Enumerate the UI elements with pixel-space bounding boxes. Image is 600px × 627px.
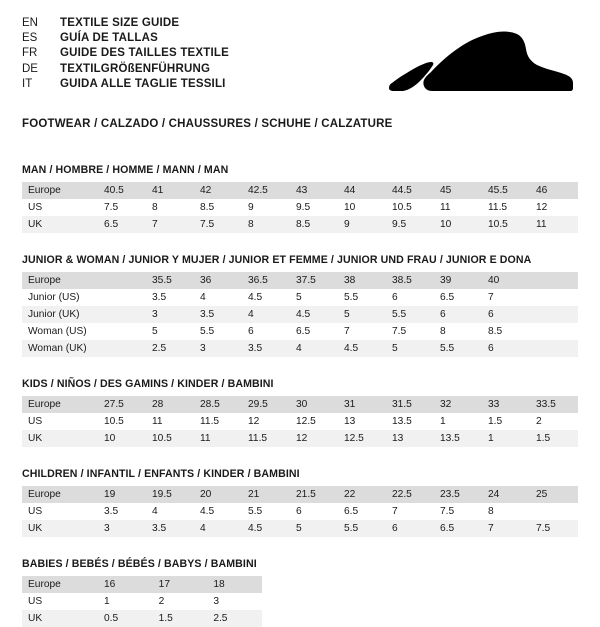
- cell: 4.5: [290, 306, 338, 323]
- cell: 40: [482, 272, 530, 289]
- cell: 20: [194, 486, 242, 503]
- cell: 44: [338, 182, 386, 199]
- language-row: [22, 77, 229, 92]
- cell: 5: [146, 323, 194, 340]
- cell: 3: [207, 593, 262, 610]
- cell: 11.5: [194, 413, 242, 430]
- cell: 4.5: [242, 520, 290, 537]
- cell: 19.5: [146, 486, 194, 503]
- cell: [530, 323, 578, 340]
- section-title: KIDS / NIÑOS / DES GAMINS / KINDER / BAMBINI: [22, 378, 274, 390]
- cell: 6.5: [338, 503, 386, 520]
- table-row: [22, 486, 578, 503]
- cell: 42.5: [242, 182, 290, 199]
- cell: 4: [194, 289, 242, 306]
- cell: 45: [434, 182, 482, 199]
- cell: 4: [290, 340, 338, 357]
- cell: 10: [338, 199, 386, 216]
- cell: 16: [98, 576, 153, 593]
- cell: 3: [98, 520, 146, 537]
- cell: 46: [530, 182, 578, 199]
- cell: 11: [434, 199, 482, 216]
- cell: 4.5: [338, 340, 386, 357]
- cell: 36: [194, 272, 242, 289]
- table-row: [22, 503, 578, 520]
- language-title: GUÍA DE TALLAS: [60, 32, 158, 45]
- cell: 4.5: [242, 289, 290, 306]
- cell: 1.5: [482, 413, 530, 430]
- cell: 19: [98, 486, 146, 503]
- language-code: ES: [22, 32, 38, 45]
- cell: 8: [434, 323, 482, 340]
- language-title: GUIDE DES TAILLES TEXTILE: [60, 47, 229, 60]
- cell: 21.5: [290, 486, 338, 503]
- cell: 5: [338, 306, 386, 323]
- row-label: Europe: [22, 486, 98, 503]
- language-code: DE: [22, 62, 38, 75]
- language-row: [22, 62, 229, 77]
- cell: 6: [482, 306, 530, 323]
- row-label: Europe: [22, 182, 98, 199]
- cell: 28.5: [194, 396, 242, 413]
- cell: 2.5: [146, 340, 194, 357]
- cell: 3: [194, 340, 242, 357]
- cell: 45.5: [482, 182, 530, 199]
- cell: 7.5: [530, 520, 578, 537]
- row-label: US: [22, 199, 98, 216]
- row-label: UK: [22, 610, 98, 627]
- size-table-children: [22, 486, 578, 537]
- cell: 8: [146, 199, 194, 216]
- cell: 21: [242, 486, 290, 503]
- cell: 28: [146, 396, 194, 413]
- language-title: TEXTILE SIZE GUIDE: [60, 17, 180, 29]
- table-row: [22, 593, 262, 610]
- cell: 22: [338, 486, 386, 503]
- cell: 22.5: [386, 486, 434, 503]
- cell: 6: [386, 289, 434, 306]
- cell: 3: [146, 306, 194, 323]
- cell: 6: [242, 323, 290, 340]
- cell: 2.5: [207, 610, 262, 627]
- cell: 38.5: [386, 272, 434, 289]
- section-title: CHILDREN / INFANTIL / ENFANTS / KINDER / BAMBINI: [22, 468, 300, 480]
- row-label: Europe: [22, 396, 98, 413]
- cell: 24: [482, 486, 530, 503]
- cell: 7.5: [386, 323, 434, 340]
- cell: 5.5: [434, 340, 482, 357]
- cell: 7: [482, 520, 530, 537]
- table-row: [22, 396, 578, 413]
- cell: 42: [194, 182, 242, 199]
- cell: 3.5: [146, 520, 194, 537]
- cell: [98, 340, 146, 357]
- cell: 8: [242, 216, 290, 233]
- cell: [530, 503, 578, 520]
- cell: 6.5: [98, 216, 146, 233]
- cell: 37.5: [290, 272, 338, 289]
- row-label: US: [22, 413, 98, 430]
- cell: 11: [530, 216, 578, 233]
- cell: 5: [386, 340, 434, 357]
- table-row: [22, 182, 578, 199]
- cell: 3.5: [146, 289, 194, 306]
- cell: 7: [338, 323, 386, 340]
- cell: 7: [386, 503, 434, 520]
- cell: 9.5: [290, 199, 338, 216]
- cell: 23.5: [434, 486, 482, 503]
- dress-shoe-icon: [384, 28, 574, 104]
- cell: 5.5: [194, 323, 242, 340]
- cell: 18: [207, 576, 262, 593]
- row-label: Junior (UK): [22, 306, 98, 323]
- section-kids: [22, 378, 578, 447]
- language-row: [22, 46, 229, 61]
- section-junior-woman: [22, 254, 578, 357]
- cell: 11: [146, 413, 194, 430]
- cell: 38: [338, 272, 386, 289]
- table-row: [22, 199, 578, 216]
- cell: 6.5: [290, 323, 338, 340]
- cell: 4.5: [194, 503, 242, 520]
- language-code: FR: [22, 47, 38, 60]
- table-row: [22, 610, 262, 627]
- language-title-list: [22, 16, 229, 92]
- section-man: [22, 164, 578, 233]
- table-row: [22, 216, 578, 233]
- cell: 41: [146, 182, 194, 199]
- cell: 10.5: [146, 430, 194, 447]
- row-label: US: [22, 593, 98, 610]
- table-row: [22, 340, 578, 357]
- cell: 4: [146, 503, 194, 520]
- cell: 33: [482, 396, 530, 413]
- section-title: JUNIOR & WOMAN / JUNIOR Y MUJER / JUNIOR ET FEMME / JUNIOR UND FRAU / JUNIOR E DONA: [22, 254, 532, 266]
- cell: 4: [242, 306, 290, 323]
- row-label: Woman (UK): [22, 340, 98, 357]
- cell: 6.5: [434, 289, 482, 306]
- cell: 6: [434, 306, 482, 323]
- cell: 12.5: [338, 430, 386, 447]
- cell: 25: [530, 486, 578, 503]
- cell: 10: [98, 430, 146, 447]
- cell: 5.5: [242, 503, 290, 520]
- cell: [98, 289, 146, 306]
- cell: [530, 272, 578, 289]
- cell: 13: [386, 430, 434, 447]
- cell: 7: [482, 289, 530, 306]
- cell: 5.5: [338, 520, 386, 537]
- cell: 10.5: [482, 216, 530, 233]
- cell: 44.5: [386, 182, 434, 199]
- cell: [530, 306, 578, 323]
- cell: 27.5: [98, 396, 146, 413]
- cell: 1.5: [153, 610, 208, 627]
- cell: 39: [434, 272, 482, 289]
- cell: [530, 289, 578, 306]
- language-title: TEXTILGRÖßENFÜHRUNG: [60, 62, 211, 75]
- cell: 11.5: [242, 430, 290, 447]
- cell: 13.5: [386, 413, 434, 430]
- cell: 4: [194, 520, 242, 537]
- row-label: UK: [22, 216, 98, 233]
- cell: 1.5: [530, 430, 578, 447]
- cell: 2: [530, 413, 578, 430]
- cell: 3.5: [194, 306, 242, 323]
- table-row: [22, 323, 578, 340]
- cell: 7.5: [98, 199, 146, 216]
- cell: 0.5: [98, 610, 153, 627]
- size-table-junior-woman: [22, 272, 578, 357]
- cell: 11.5: [482, 199, 530, 216]
- row-label: US: [22, 503, 98, 520]
- cell: 29.5: [242, 396, 290, 413]
- cell: 40.5: [98, 182, 146, 199]
- cell: 6: [386, 520, 434, 537]
- table-row: [22, 272, 578, 289]
- table-row: [22, 520, 578, 537]
- language-row: [22, 31, 229, 46]
- cell: 8.5: [194, 199, 242, 216]
- cell: 31: [338, 396, 386, 413]
- cell: 6: [482, 340, 530, 357]
- row-label: Junior (US): [22, 289, 98, 306]
- row-label: Europe: [22, 576, 98, 593]
- cell: 3.5: [242, 340, 290, 357]
- cell: 12.5: [290, 413, 338, 430]
- cell: 5.5: [386, 306, 434, 323]
- cell: 36.5: [242, 272, 290, 289]
- cell: 5: [290, 289, 338, 306]
- cell: [98, 306, 146, 323]
- cell: 5: [290, 520, 338, 537]
- cell: 5.5: [338, 289, 386, 306]
- language-title: GUIDA ALLE TAGLIE TESSILI: [60, 77, 226, 90]
- cell: 10.5: [98, 413, 146, 430]
- cell: 9: [242, 199, 290, 216]
- cell: 9.5: [386, 216, 434, 233]
- section-children: [22, 468, 578, 537]
- cell: [98, 323, 146, 340]
- cell: 1: [434, 413, 482, 430]
- cell: 10.5: [386, 199, 434, 216]
- row-label: Woman (US): [22, 323, 98, 340]
- cell: 8.5: [290, 216, 338, 233]
- table-row: [22, 289, 578, 306]
- row-label: UK: [22, 520, 98, 537]
- cell: 10: [434, 216, 482, 233]
- size-table-kids: [22, 396, 578, 447]
- cell: 32: [434, 396, 482, 413]
- cell: 1: [482, 430, 530, 447]
- cell: 11: [194, 430, 242, 447]
- table-row: [22, 413, 578, 430]
- language-row: [22, 16, 229, 31]
- cell: [530, 340, 578, 357]
- cell: 12: [290, 430, 338, 447]
- cell: 8: [482, 503, 530, 520]
- cell: 30: [290, 396, 338, 413]
- cell: 1: [98, 593, 153, 610]
- cell: [98, 272, 146, 289]
- cell: 2: [153, 593, 208, 610]
- cell: 8.5: [482, 323, 530, 340]
- cell: 6: [290, 503, 338, 520]
- cell: 7.5: [194, 216, 242, 233]
- cell: 33.5: [530, 396, 578, 413]
- category-line: FOOTWEAR / CALZADO / CHAUSSURES / SCHUHE / CALZATURE: [22, 118, 393, 130]
- cell: 17: [153, 576, 208, 593]
- language-code: IT: [22, 77, 33, 90]
- size-table-babies: [22, 576, 262, 627]
- table-row: [22, 430, 578, 447]
- language-code: EN: [22, 17, 38, 29]
- table-row: [22, 306, 578, 323]
- cell: 31.5: [386, 396, 434, 413]
- cell: 6.5: [434, 520, 482, 537]
- cell: 35.5: [146, 272, 194, 289]
- section-title: BABIES / BEBÉS / BÉBÉS / BABYS / BAMBINI: [22, 558, 257, 570]
- cell: 3.5: [98, 503, 146, 520]
- section-title: MAN / HOMBRE / HOMME / MANN / MAN: [22, 164, 229, 176]
- cell: 13.5: [434, 430, 482, 447]
- cell: 12: [530, 199, 578, 216]
- size-table-man: [22, 182, 578, 233]
- cell: 12: [242, 413, 290, 430]
- section-babies: [22, 558, 578, 627]
- cell: 43: [290, 182, 338, 199]
- row-label: UK: [22, 430, 98, 447]
- cell: 7.5: [434, 503, 482, 520]
- cell: 9: [338, 216, 386, 233]
- row-label: Europe: [22, 272, 98, 289]
- cell: 13: [338, 413, 386, 430]
- table-row: [22, 576, 262, 593]
- cell: 7: [146, 216, 194, 233]
- header: [22, 16, 578, 104]
